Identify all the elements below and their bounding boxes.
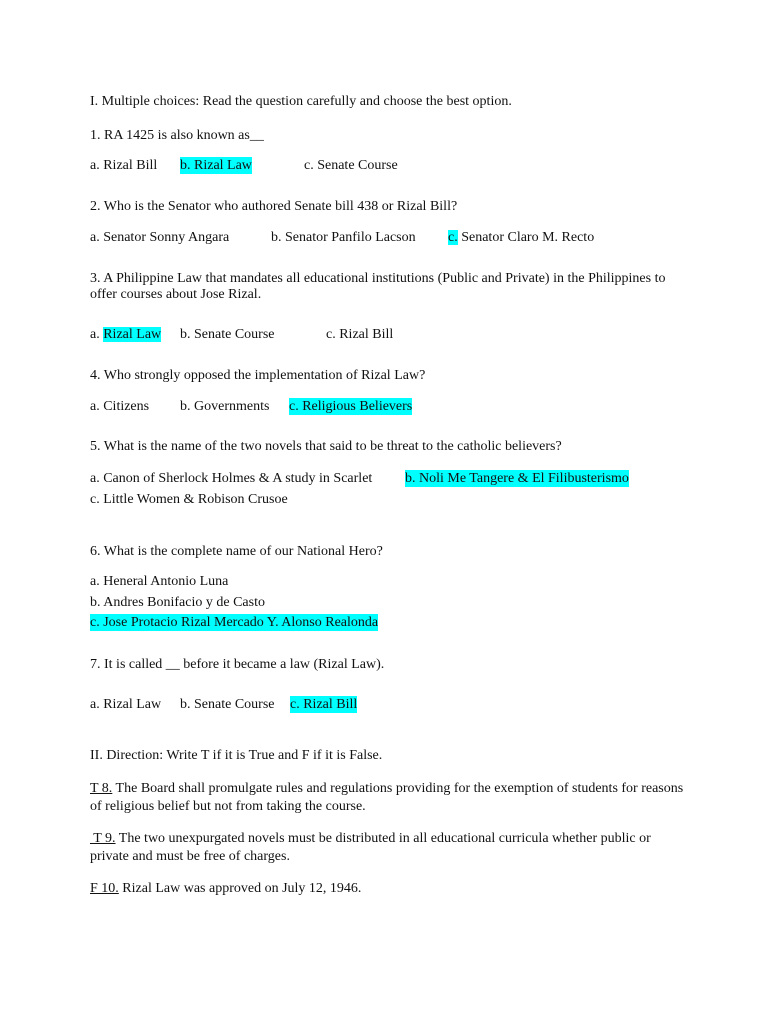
question-2: 2. Who is the Senator who authored Senate bill 438 or Rizal Bill?	[90, 199, 458, 214]
tf-item-8-answer: T 8.	[90, 781, 113, 796]
q5-option-b-answer: b. Noli Me Tangere & El Filibusterismo	[405, 471, 629, 486]
tf-item-8-line1	[90, 780, 683, 797]
section2-heading: II. Direction: Write T if it is True and F if it is False.	[90, 748, 383, 763]
q2-option-a: a. Senator Sonny Angara	[90, 230, 230, 245]
question-6: 6. What is the complete name of our National Hero?	[90, 544, 383, 559]
q2-option-c-marker: c.	[448, 230, 458, 245]
tf-item-9-answer: T 9.	[90, 831, 116, 846]
tf-item-8-text: The Board shall promulgate rules and regulations providing for the exemption of students for reasons	[112, 781, 684, 796]
q1-option-c: c. Senate Course	[304, 158, 398, 173]
tf-item-9-text: The two unexpurgated novels must be distributed in all educational curricula whether public or	[115, 831, 651, 846]
q5-option-c: c. Little Women & Robison Crusoe	[90, 492, 288, 507]
q7-option-b: b. Senate Course	[180, 697, 275, 712]
q3-option-a-text: Rizal Law	[103, 327, 162, 342]
q6-option-c-answer: c. Jose Protacio Rizal Mercado Y. Alonso Realonda	[90, 615, 379, 630]
question-1: 1. RA 1425 is also known as__	[90, 128, 264, 143]
q3-option-a-letter: a.	[90, 327, 104, 342]
q1-option-b-answer: b. Rizal Law	[180, 158, 252, 173]
question-4: 4. Who strongly opposed the implementation of Rizal Law?	[90, 368, 426, 383]
q4-option-c-answer: c. Religious Believers	[289, 399, 413, 414]
q5-option-a: a. Canon of Sherlock Holmes & A study in Scarlet	[90, 471, 373, 486]
section1-heading: I. Multiple choices: Read the question carefully and choose the best option.	[90, 94, 512, 109]
question-3-line2: offer courses about Jose Rizal.	[90, 287, 262, 302]
q3-option-a-answer	[90, 326, 161, 343]
q6-option-b: b. Andres Bonifacio y de Casto	[90, 595, 265, 610]
q7-option-a: a. Rizal Law	[90, 697, 162, 712]
tf-item-8-line2: of religious belief but not from taking the course.	[90, 799, 366, 814]
q2-option-b: b. Senator Panfilo Lacson	[271, 230, 416, 245]
tf-item-10-answer: F 10.	[90, 881, 119, 896]
q2-option-c-answer	[448, 229, 594, 246]
tf-item-10-text: Rizal Law was approved on July 12, 1946.	[118, 881, 362, 896]
tf-item-9-line1	[90, 830, 651, 847]
q6-option-a: a. Heneral Antonio Luna	[90, 574, 229, 589]
q3-option-c: c. Rizal Bill	[326, 327, 394, 342]
question-7: 7. It is called __ before it became a law (Rizal Law).	[90, 657, 385, 672]
q4-option-a: a. Citizens	[90, 399, 150, 414]
tf-item-10	[90, 880, 361, 897]
q3-option-b: b. Senate Course	[180, 327, 275, 342]
q7-option-c-answer: c. Rizal Bill	[290, 697, 358, 712]
tf-item-9-line2: private and must be free of charges.	[90, 849, 290, 864]
q1-option-a: a. Rizal Bill	[90, 158, 158, 173]
question-5: 5. What is the name of the two novels that said to be threat to the catholic believers?	[90, 439, 562, 454]
question-3-line1: 3. A Philippine Law that mandates all educational institutions (Public and Private) in the Philippines to	[90, 271, 666, 286]
q2-option-c-text: Senator Claro M. Recto	[457, 230, 595, 245]
q4-option-b: b. Governments	[180, 399, 270, 414]
